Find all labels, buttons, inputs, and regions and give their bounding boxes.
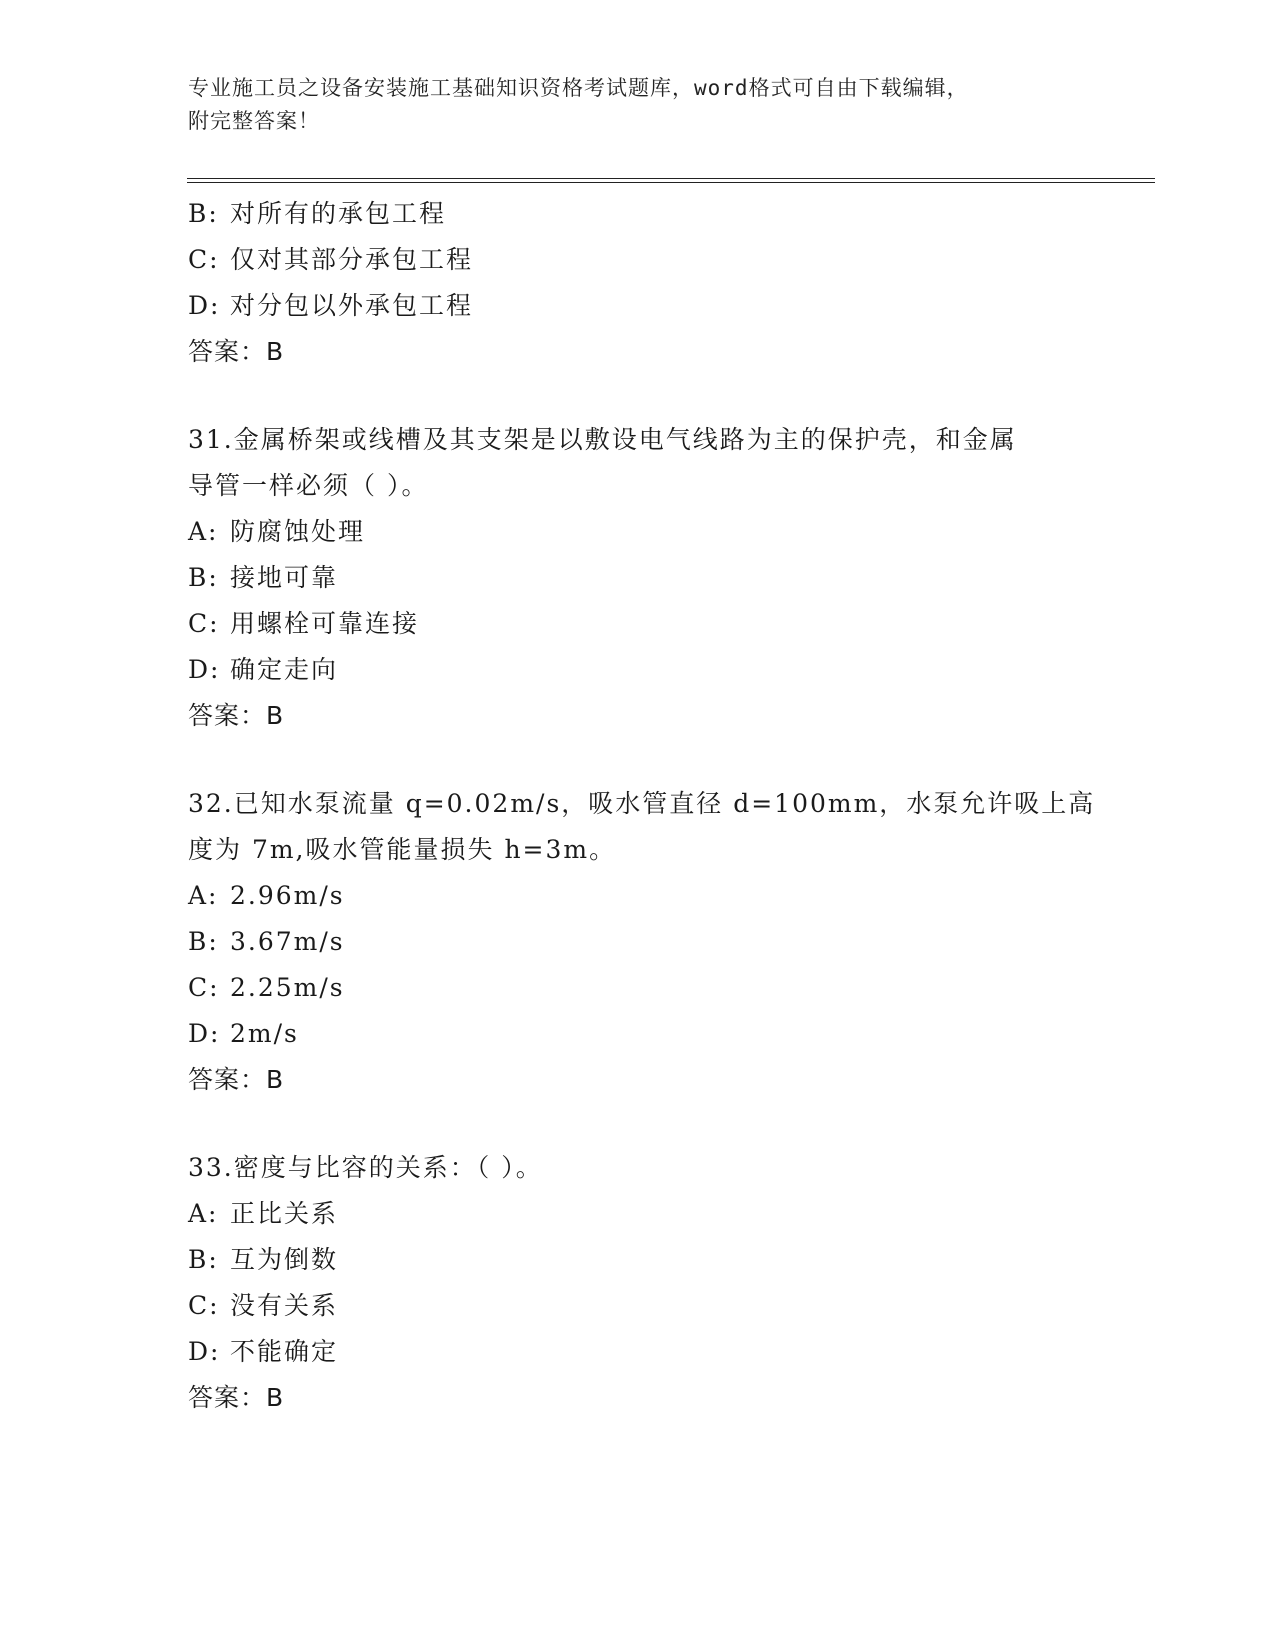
question-stem-line-1: 32.已知水泵流量 q=0.02m/s，吸水管直径 d=100mm，水泵允许吸上高	[188, 789, 1096, 818]
answer-text: 答案：B	[188, 701, 285, 730]
option-label: C:	[188, 609, 220, 638]
option-label: B:	[188, 563, 219, 592]
header-divider	[187, 178, 1155, 183]
option-a	[188, 873, 1088, 919]
answer-text: 答案：B	[188, 1065, 285, 1094]
question-31	[188, 417, 1088, 739]
spacer	[188, 1103, 1088, 1145]
answer-text: 答案：B	[188, 337, 285, 366]
question-list	[188, 191, 1096, 1421]
option-label: D:	[188, 655, 221, 684]
option-c	[188, 237, 1088, 283]
option-label: B:	[188, 199, 219, 228]
option-text: 2m/s	[230, 1019, 299, 1048]
option-label: D:	[188, 291, 221, 320]
option-label: A:	[188, 517, 219, 546]
option-text: 互为倒数	[230, 1245, 339, 1274]
option-label: D:	[188, 1019, 221, 1048]
option-label: B:	[188, 927, 219, 956]
option-b	[188, 919, 1088, 965]
question-32	[188, 781, 1096, 1103]
option-d	[188, 1329, 1088, 1375]
option-text: 2.25m/s	[230, 973, 345, 1002]
option-text: 2.96m/s	[230, 881, 345, 910]
option-b	[188, 555, 1088, 601]
option-text: 防腐蚀处理	[230, 517, 366, 546]
option-label: A:	[188, 1199, 219, 1228]
option-label: A:	[188, 881, 219, 910]
document-header	[188, 72, 1088, 138]
question-stem-line-2: 度为 7m,吸水管能量损失 h=3m。	[188, 835, 617, 864]
answer-text: 答案：B	[188, 1383, 285, 1412]
option-text: 仅对其部分承包工程	[230, 245, 474, 274]
option-text: 不能确定	[230, 1337, 339, 1366]
question-stem-line-1: 33.密度与比容的关系：（ ）。	[188, 1153, 543, 1182]
option-b	[188, 191, 1088, 237]
option-label: C:	[188, 245, 220, 274]
option-a	[188, 1191, 1088, 1237]
option-d	[188, 647, 1088, 693]
option-d	[188, 283, 1088, 329]
option-text: 对所有的承包工程	[230, 199, 447, 228]
option-c	[188, 965, 1088, 1011]
option-text: 用螺栓可靠连接	[230, 609, 420, 638]
option-d	[188, 1011, 1088, 1057]
option-text: 3.67m/s	[230, 927, 345, 956]
option-label: B:	[188, 1245, 219, 1274]
option-label: C:	[188, 973, 220, 1002]
spacer	[188, 739, 1088, 781]
option-label: C:	[188, 1291, 220, 1320]
option-c	[188, 1283, 1088, 1329]
option-text: 确定走向	[230, 655, 339, 684]
header-line-1: 专业施工员之设备安装施工基础知识资格考试题库，word格式可自由下载编辑，	[188, 76, 969, 100]
header-line-2: 附完整答案！	[188, 109, 320, 133]
option-text: 接地可靠	[230, 563, 339, 592]
option-a	[188, 509, 1088, 555]
question-33	[188, 1145, 1088, 1421]
option-label: D:	[188, 1337, 221, 1366]
option-text: 正比关系	[230, 1199, 339, 1228]
question-stem-line-2: 导管一样必须（ ）。	[188, 471, 429, 500]
question-stem-line-1: 31.金属桥架或线槽及其支架是以敷设电气线路为主的保护壳，和金属	[188, 425, 1017, 454]
option-b	[188, 1237, 1088, 1283]
option-c	[188, 601, 1088, 647]
spacer	[188, 375, 1088, 417]
question-30	[188, 191, 1088, 375]
option-text: 没有关系	[230, 1291, 339, 1320]
option-text: 对分包以外承包工程	[230, 291, 474, 320]
